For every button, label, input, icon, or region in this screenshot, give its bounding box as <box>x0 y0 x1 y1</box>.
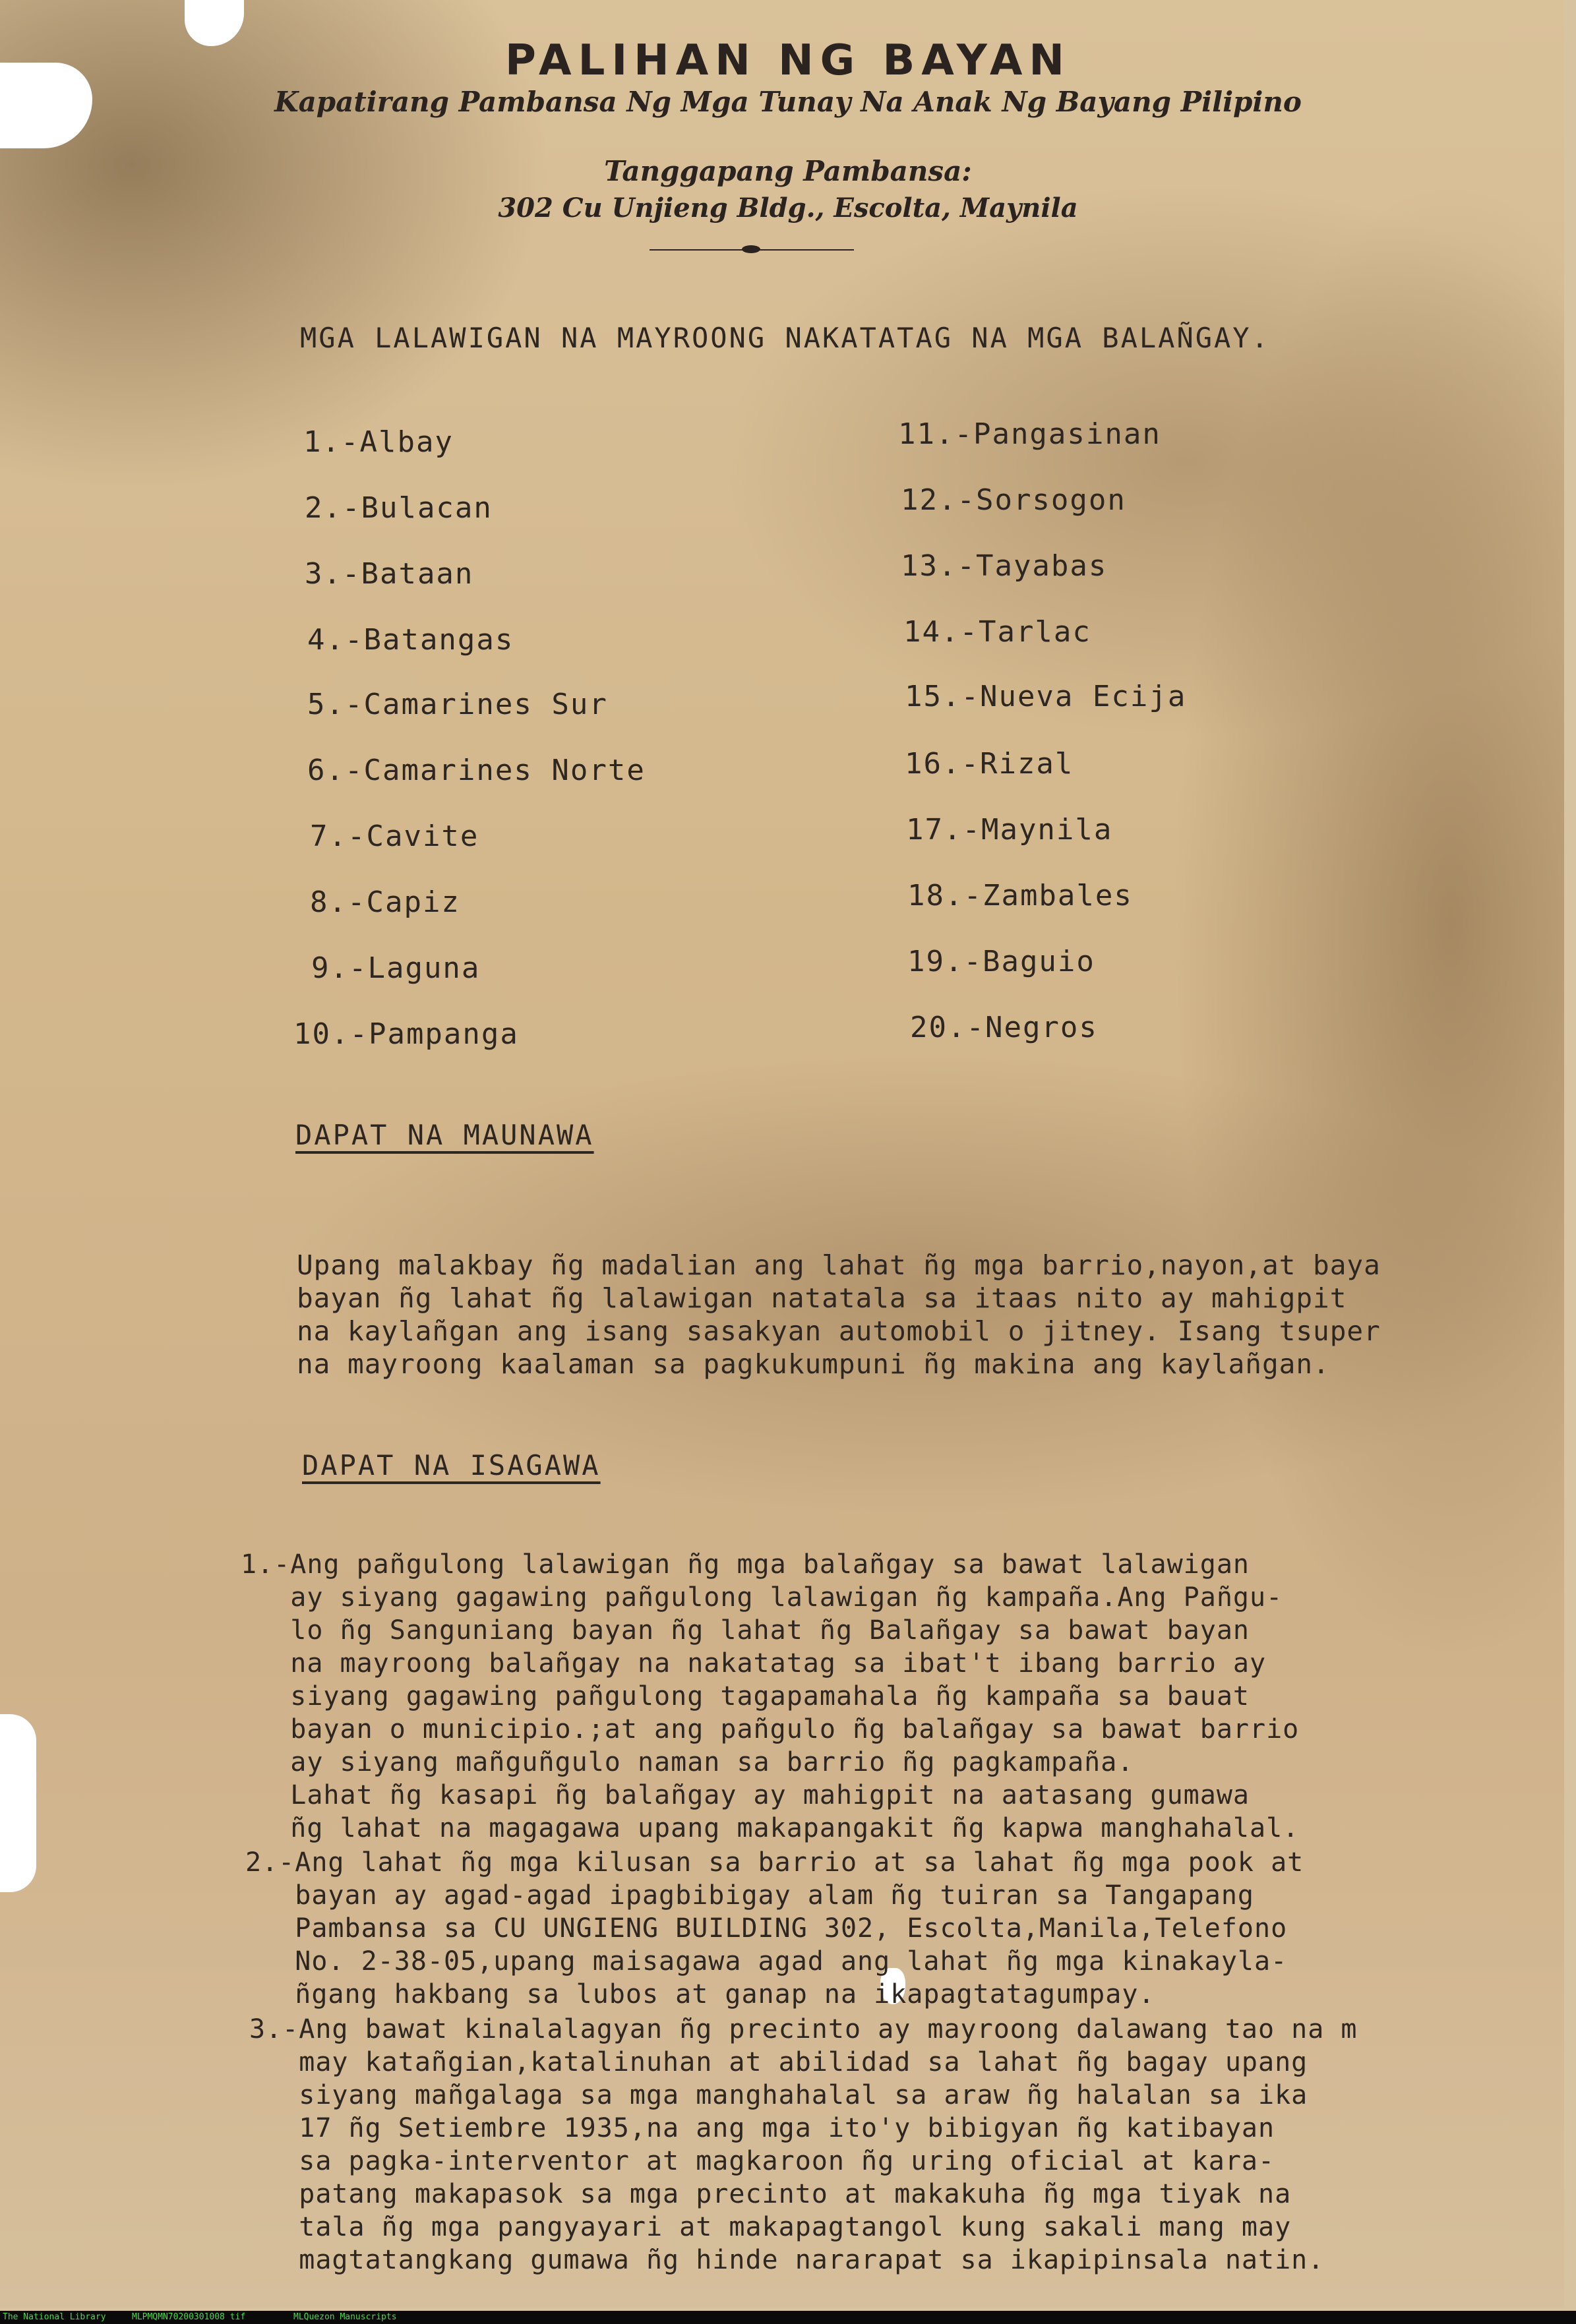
paragraph-line: Upang malakbay ñg madalian ang lahat ñg mga barrio,nayon,at baya <box>297 1249 1381 1281</box>
province-item: 9.-Laguna <box>311 951 481 985</box>
province-item: 5.-Camarines Sur <box>307 688 608 721</box>
province-item: 1.-Albay <box>303 425 454 459</box>
province-item: 16.-Rizal <box>905 747 1074 781</box>
province-item: 2.-Bulacan <box>305 491 493 525</box>
province-item: 12.-Sorsogon <box>901 483 1126 517</box>
office-address: 302 Cu Unjieng Bldg., Escolta, Maynila <box>498 193 1078 223</box>
numbered-item-line: Pambansa sa CU UNGIENG BUILDING 302, Escolta,Manila,Telefono <box>245 1913 1288 1944</box>
province-item: 4.-Batangas <box>307 623 514 657</box>
numbered-item-line: siyang gagawing pañgulong tagapamahala ñg kampaña sa bauat <box>241 1681 1250 1712</box>
numbered-item-line: ay siyang mañguñgulo naman sa barrio ñg pagkampaña. <box>241 1747 1134 1777</box>
province-item: 3.-Bataan <box>305 557 474 591</box>
footer-filename: MLPMQMN70200301008 tif <box>132 2312 246 2322</box>
numbered-item-line: ay siyang gagawing pañgulong lalawigan ñg kampaña.Ang Pañgu- <box>241 1582 1283 1613</box>
paragraph-line: bayan ñg lahat ñg lalawigan natatala sa itaas nito ay mahigpit <box>297 1282 1347 1314</box>
numbered-item-line: may katañgian,katalinuhan at abilidad sa lahat ñg bagay upang <box>249 2047 1308 2077</box>
numbered-item-line: 2.-Ang lahat ñg mga kilusan sa barrio at sa lahat ñg mga pook at <box>245 1847 1304 1878</box>
province-item: 17.-Maynila <box>906 813 1113 847</box>
province-item: 6.-Camarines Norte <box>307 754 646 787</box>
numbered-item-line: tala ñg mga pangyayari at makapagtangol kung sakali mang may <box>249 2212 1292 2242</box>
footer-library: The National Library <box>3 2312 106 2322</box>
paragraph-line: na mayroong kaalaman sa pagkukumpuni ñg makina ang kaylañgan. <box>297 1348 1330 1380</box>
province-item: 14.-Tarlac <box>903 615 1091 649</box>
province-item: 18.-Zambales <box>907 879 1133 912</box>
numbered-item-line: 1.-Ang pañgulong lalawigan ñg mga balañgay sa bawat lalawigan <box>241 1549 1250 1580</box>
numbered-item-line: bayan o municipio.;at ang pañgulo ñg balañgay sa bawat barrio <box>241 1714 1300 1744</box>
numbered-item-line: patang makapasok sa mga precinto at makakuha ñg mga tiyak na <box>249 2179 1292 2209</box>
numbered-item-line: bayan ay agad-agad ipagbibigay alam ñg tuiran sa Tangapang <box>245 1880 1255 1911</box>
org-name: PALIHAN NG BAYAN <box>505 36 1071 85</box>
section-title: DAPAT NA MAUNAWA <box>295 1119 594 1151</box>
numbered-item-line: magtatangkang gumawa ñg hinde nararapat sa ikapipinsala natin. <box>249 2245 1325 2275</box>
paragraph-line: na kaylañgan ang isang sasakyan automobil o jitney. Isang tsuper <box>297 1315 1381 1347</box>
province-item: 13.-Tayabas <box>901 549 1108 583</box>
numbered-item-line: na mayroong balañgay na nakatatag sa ibat't ibang barrio ay <box>241 1648 1267 1679</box>
numbered-item-line: 17 ñg Setiembre 1935,na ang mga ito'y bibigyan ñg katibayan <box>249 2113 1275 2143</box>
numbered-item-line: sa pagka-interventor at magkaroon ñg uring oficial at kara- <box>249 2146 1275 2176</box>
province-item: 8.-Capiz <box>310 885 460 919</box>
org-subtitle: Kapatirang Pambansa Ng Mga Tunay Na Anak Ng Bayang Pilipino <box>274 86 1302 118</box>
numbered-item-line: Lahat ñg kasapi ñg balañgay ay mahigpit na aatasang gumawa <box>241 1780 1250 1810</box>
numbered-item-line: ñg lahat na magagawa upang makapangakit ñg kapwa manghahalal. <box>241 1813 1300 1843</box>
province-item: 15.-Nueva Ecija <box>905 680 1187 713</box>
province-item: 11.-Pangasinan <box>898 417 1161 451</box>
province-item: 20.-Negros <box>910 1011 1098 1044</box>
numbered-item-line: ñgang hakbang sa lubos at ganap na ikapagtatagumpay. <box>245 1979 1155 2010</box>
footer-collection: MLQuezon Manuscripts <box>293 2312 397 2322</box>
page-heading: MGA LALAWIGAN NA MAYROONG NAKATATAG NA MGA BALAÑGAY. <box>300 322 1270 354</box>
section-title: DAPAT NA ISAGAWA <box>302 1449 601 1481</box>
province-item: 10.-Pampanga <box>293 1017 519 1051</box>
province-item: 19.-Baguio <box>907 945 1095 978</box>
numbered-item-line: lo ñg Sanguniang bayan ñg lahat ñg Balañgay sa bawat bayan <box>241 1615 1250 1646</box>
scan-footer <box>0 2311 1576 2324</box>
numbered-item-line: siyang mañgalaga sa mga manghahalal sa araw ñg halalan sa ika <box>249 2080 1308 2110</box>
paper-tear <box>0 1714 36 1892</box>
office-label: Tanggapang Pambansa: <box>604 155 972 187</box>
numbered-item-line: No. 2-38-05,upang maisagawa agad ang lahat ñg mga kinakayla- <box>245 1946 1288 1977</box>
letterhead-ornament <box>742 245 760 253</box>
province-item: 7.-Cavite <box>310 819 479 853</box>
numbered-item-line: 3.-Ang bawat kinalalagyan ñg precinto ay mayroong dalawang tao na m <box>249 2014 1358 2044</box>
